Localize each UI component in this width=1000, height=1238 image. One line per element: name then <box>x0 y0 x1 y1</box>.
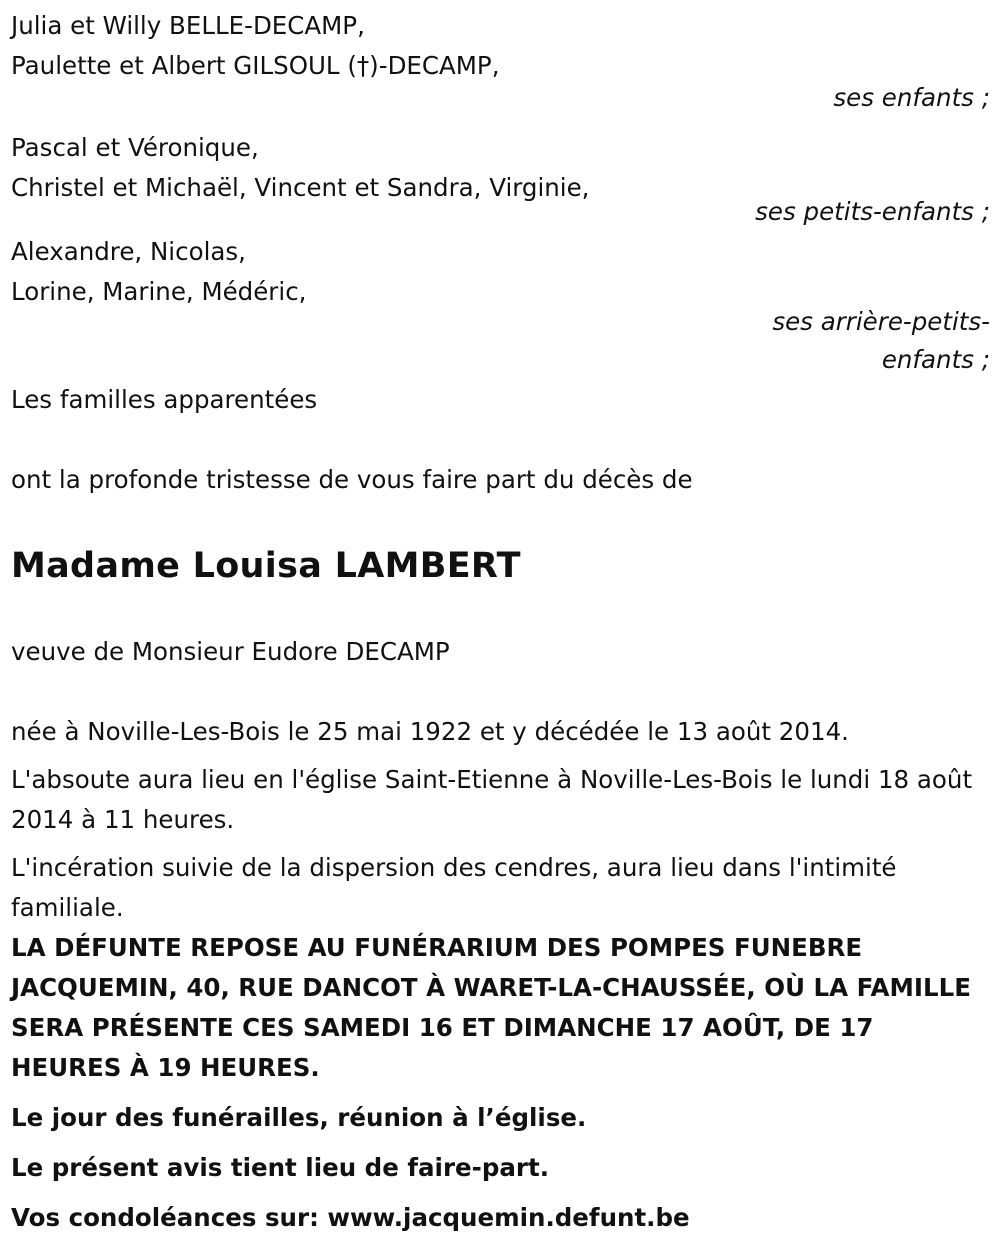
related-families: Les familles apparentées <box>11 385 318 414</box>
announcement-intro: ont la profonde tristesse de vous faire part du décès de <box>11 465 693 494</box>
great-grandchildren-label-1: ses arrière-petits- <box>772 307 990 336</box>
birth-death-info: née à Noville-Les-Bois le 25 mai 1922 et y décédée le 13 août 2014. <box>11 717 849 746</box>
children-label: ses enfants ; <box>833 83 990 112</box>
children-line-2: Paulette et Albert GILSOUL (†)-DECAMP, <box>11 51 500 80</box>
widow-of: veuve de Monsieur Eudore DECAMP <box>11 637 450 666</box>
children-section <box>11 0 990 118</box>
absoute-info: L'absoute aura lieu en l'église Saint-Etienne à Noville-Les-Bois le lundi 18 août 2014 à 11 heures. <box>11 765 973 834</box>
great-grandchildren-line-1: Alexandre, Nicolas, <box>11 237 246 266</box>
deceased-name: Madame Louisa LAMBERT <box>11 546 521 586</box>
great-grandchildren-label-2: enfants ; <box>881 345 990 374</box>
notice-info: Le présent avis tient lieu de faire-part. <box>11 1153 549 1182</box>
grandchildren-section <box>11 128 990 232</box>
children-line-1: Julia et Willy BELLE-DECAMP, <box>11 11 365 40</box>
grandchildren-line-2: Christel et Michaël, Vincent et Sandra, Virginie, <box>11 173 590 202</box>
meeting-info: Le jour des funérailles, réunion à l’église. <box>11 1103 587 1132</box>
condolences-link[interactable]: Vos condoléances sur: www.jacquemin.defunt.be <box>11 1203 690 1232</box>
grandchildren-label: ses petits-enfants ; <box>755 197 990 226</box>
great-grandchildren-line-2: Lorine, Marine, Médéric, <box>11 277 307 306</box>
incineration-info: L'incération suivie de la dispersion des cendres, aura lieu dans l'intimité familiale. <box>11 853 897 922</box>
great-grandchildren-section <box>11 232 990 380</box>
funerarium-info: LA DÉFUNTE REPOSE AU FUNÉRARIUM DES POMPES FUNEBRE JACQUEMIN, 40, RUE DANCOT À WARET-LA-CHAUSSÉE, OÙ LA FAMILLE SERA PRÉSENTE CES SAMEDI 16 ET DIMANCHE 17 AOÛT, DE 17 HEURES À 19 HEURES. <box>11 933 971 1082</box>
grandchildren-line-1: Pascal et Véronique, <box>11 133 259 162</box>
